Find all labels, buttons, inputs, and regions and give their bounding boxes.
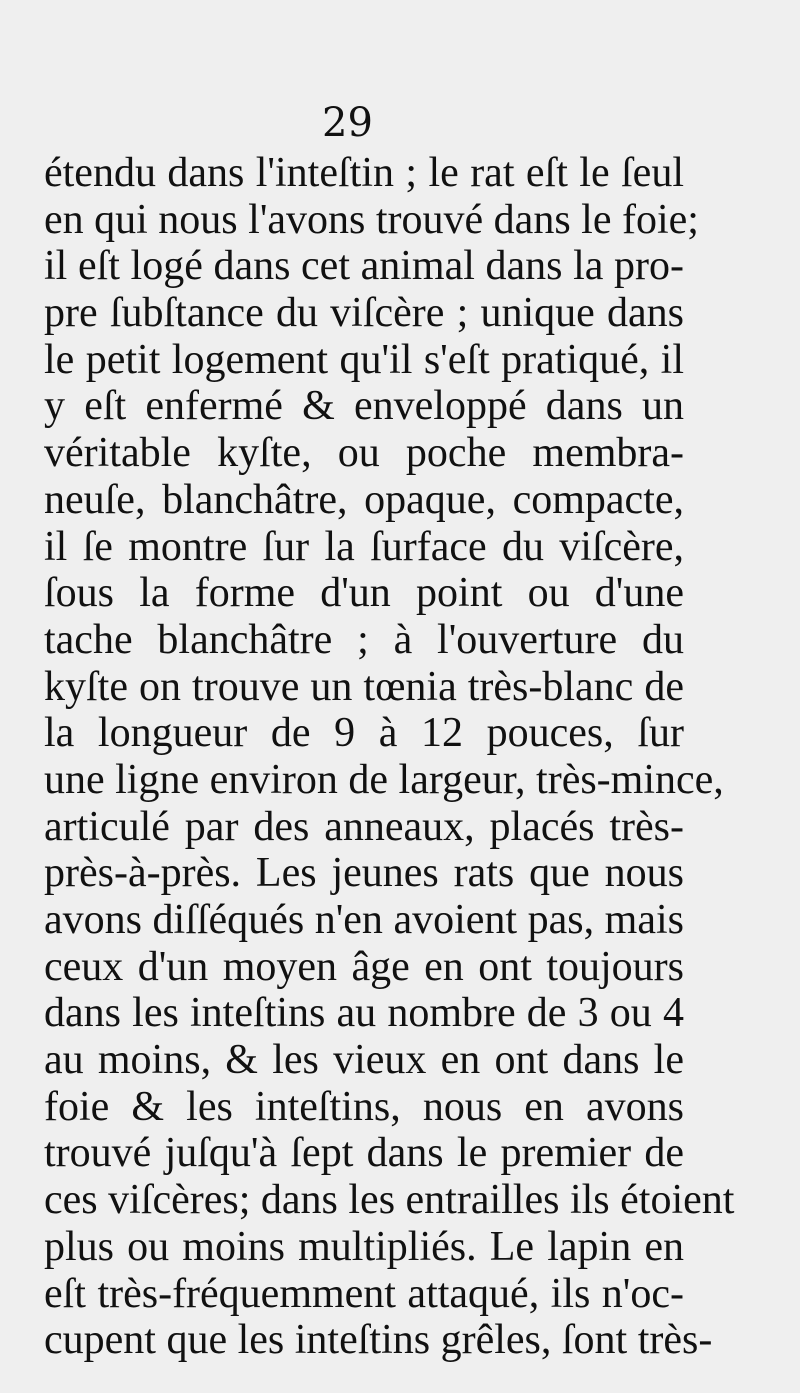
text-line: neuſe, blanchâtre, opaque, compacte, [44, 476, 684, 523]
text-line: ſous la forme d'un point ou d'une [44, 570, 684, 617]
text-line: ceux d'un moyen âge en ont toujours [44, 943, 684, 990]
text-line: étendu dans l'inteſtin ; le rat eſt le ſeul [44, 150, 684, 196]
text-line: plus ou moins multipliés. Le lapin en [44, 1223, 684, 1270]
text-line: cupent que les inteſtins grêles, ſont très- [44, 1317, 713, 1364]
text-line: il eſt logé dans cet animal dans la pro- [44, 243, 684, 290]
text-line: avons diſſéqués n'en avoient pas, mais [44, 897, 684, 943]
text-line: véritable kyſte, ou poche membra- [44, 430, 684, 477]
text-line: une ligne environ de largeur, très-mince, [44, 756, 724, 803]
page-number: 29 [322, 100, 373, 146]
text-line: le petit logement qu'il s'eſt pratiqué, il [44, 336, 684, 383]
text-line: en qui nous l'avons trouvé dans le foie; [44, 196, 699, 243]
text-line: trouvé juſqu'à ſept dans le premier de [44, 1130, 684, 1177]
text-line: ces viſcères; dans les entrailles ils étoient [44, 1177, 735, 1224]
text-line: eſt très-fréquemment attaqué, ils n'oc- [44, 1270, 684, 1317]
text-line: tache blanchâtre ; à l'ouverture du [44, 616, 684, 663]
text-line: il ſe montre ſur la ſurface du viſcère, [44, 523, 684, 570]
text-line: la longueur de 9 à 12 pouces, ſur [44, 710, 684, 757]
text-line: y eſt enfermé & enveloppé dans un [44, 383, 684, 430]
text-line: dans les inteſtins au nombre de 3 ou 4 [44, 990, 684, 1037]
text-line: foie & les inteſtins, nous en avons [44, 1083, 684, 1130]
body-text [44, 150, 735, 1364]
text-line: au moins, & les vieux en ont dans le [44, 1037, 684, 1084]
text-line: près-à-près. Les jeunes rats que nous [44, 850, 684, 897]
text-line: kyſte on trouve un tœnia très-blanc de [44, 663, 684, 710]
text-line: pre ſubſtance du viſcère ; unique dans [44, 290, 684, 337]
text-line: articulé par des anneaux, placés très- [44, 803, 684, 850]
